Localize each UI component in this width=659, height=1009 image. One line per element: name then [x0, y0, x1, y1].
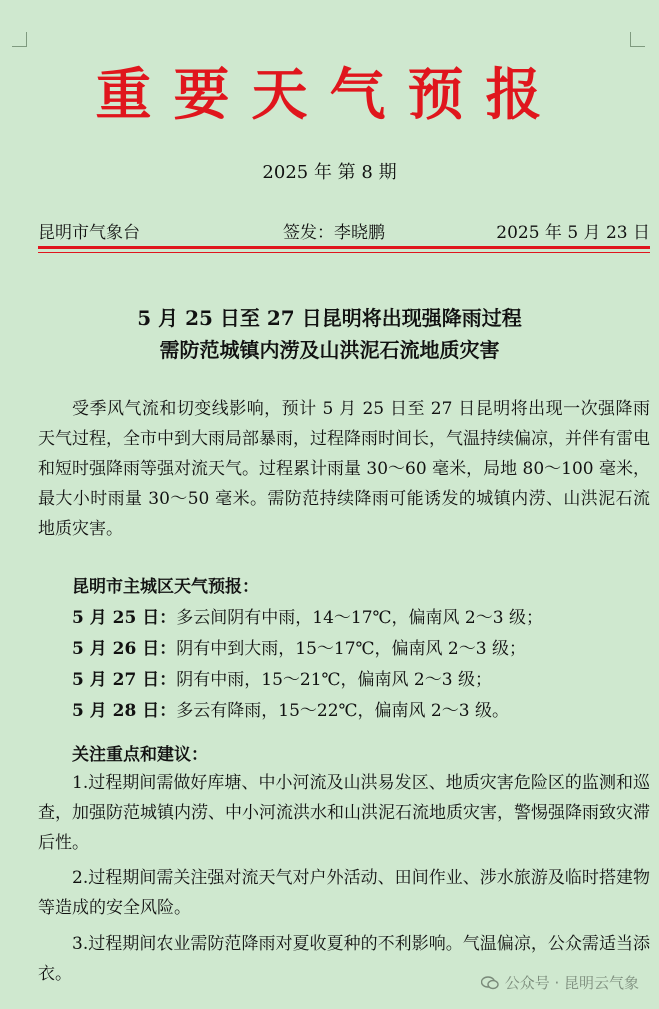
advice-title: 关注重点和建议：: [72, 745, 208, 765]
masthead-title: 重要天气预报: [95, 62, 564, 128]
forecast-row: [72, 696, 509, 721]
forecast-day: 5 月 26 日：: [72, 639, 177, 659]
forecast-day: 5 月 27 日：: [72, 670, 177, 690]
headline: [0, 302, 659, 366]
meta-line: [38, 218, 650, 244]
watermark-text: 公众号 · 昆明云气象: [504, 974, 639, 992]
headline-line-1: 5 月 25 日至 27 日昆明将出现强降雨过程: [137, 306, 522, 330]
page-corner-mark-right: [630, 32, 645, 47]
forecast-title: 昆明市主城区天气预报：: [72, 577, 259, 597]
forecast-text: 多云间阴有中雨，14～17℃，偏南风 2～3 级；: [176, 608, 543, 628]
wechat-icon: [481, 976, 499, 990]
advice-item-2: 2.过程期间需关注强对流天气对户外活动、田间作业、涉水旅游及临时搭建物等造成的安全风险。: [38, 868, 650, 918]
forecast-row: [72, 603, 543, 628]
forecast-row: [72, 665, 492, 690]
issue-date: 2025 年 5 月 23 日: [496, 223, 650, 243]
organization: 昆明市气象台: [38, 223, 140, 243]
intro-paragraph: 受季风气流和切变线影响，预计 5 月 25 日至 27 日昆明将出现一次强降雨天气过程，全市中到大雨局部暴雨，过程降雨时间长，气温持续偏凉，并伴有雷电和短时强降雨等强对流天气。过程累计雨量 30～60 毫米，局地 80～100 毫米，最大小时雨量 30～50 毫米。需防范持续降雨可能诱发的城镇内涝、山洪泥石流地质灾害。: [38, 399, 650, 539]
issue-number: 2025 年 第 8 期: [262, 162, 397, 183]
signer: 签发：李晓鹏: [283, 223, 385, 243]
forecast-row: [72, 634, 526, 659]
page-corner-mark-left: [12, 32, 27, 47]
red-rule-thin: [38, 252, 650, 253]
watermark: [481, 972, 639, 993]
forecast-day: 5 月 25 日：: [72, 608, 177, 628]
forecast-text: 阴有中到大雨，15～17℃，偏南风 2～3 级；: [176, 639, 526, 659]
forecast-day: 5 月 28 日：: [72, 701, 177, 721]
headline-line-2: 需防范城镇内涝及山洪泥石流地质灾害: [159, 338, 500, 362]
advice-item-3: 3.过程期间农业需防范降雨对夏收夏种的不利影响。气温偏凉，公众需适当添衣。: [38, 934, 650, 984]
forecast-text: 多云有降雨，15～22℃，偏南风 2～3 级。: [176, 701, 509, 721]
forecast-text: 阴有中雨，15～21℃，偏南风 2～3 级；: [176, 670, 492, 690]
red-rule-thick: [38, 246, 650, 249]
advice-item-1: 1.过程期间需做好库塘、中小河流及山洪易发区、地质灾害危险区的监测和巡查，加强防范城镇内涝、中小河流洪水和山洪泥石流地质灾害，警惕强降雨致灾滞后性。: [38, 773, 650, 853]
